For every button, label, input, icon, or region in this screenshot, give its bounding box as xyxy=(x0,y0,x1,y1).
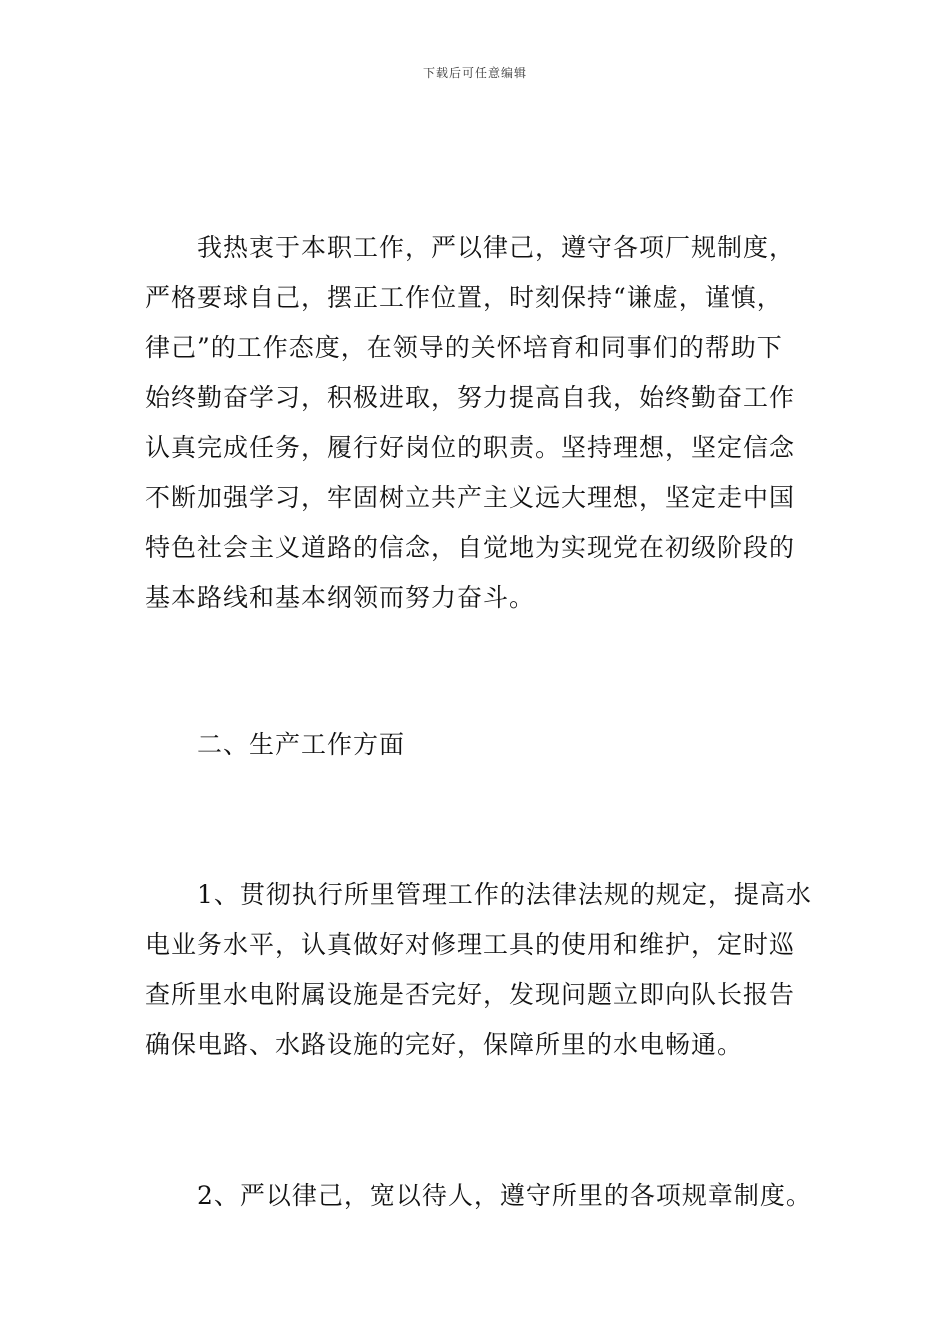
paragraph-line: 律己”的工作态度，在领导的关怀培育和同事们的帮助下 xyxy=(145,333,783,362)
item-line: 1、贯彻执行所里管理工作的法律法规的规定，提高水 xyxy=(145,880,812,909)
paragraph-line: 认真完成任务，履行好岗位的职责。坚持理想，坚定信念 xyxy=(145,433,796,462)
paragraph-line: 不断加强学习，牢固树立共产主义远大理想，坚定走中国 xyxy=(145,483,796,512)
header-note: 下载后可任意编辑 xyxy=(422,66,527,80)
item-line: 电业务水平，认真做好对修理工具的使用和维护，定时巡 xyxy=(145,930,796,959)
item-line: 查所里水电附属设施是否完好，发现问题立即向队长报告 xyxy=(145,980,796,1009)
item-line: 确保电路、水路设施的完好，保障所里的水电畅通。 xyxy=(145,1030,744,1059)
paragraph-line: 基本路线和基本纲领而努力奋斗。 xyxy=(145,583,536,612)
item-line: 2、严以律己，宽以待人，遵守所里的各项规章制度。 xyxy=(145,1181,812,1210)
section-heading: 二、生产工作方面 xyxy=(145,730,406,759)
paragraph-line: 我热衷于本职工作，严以律己，遵守各项厂规制度， xyxy=(145,233,796,262)
paragraph-line: 严格要球自己，摆正工作位置，时刻保持“谦虚，谨慎， xyxy=(145,283,783,312)
paragraph-line: 始终勤奋学习，积极进取，努力提高自我，始终勤奋工作 xyxy=(145,383,796,412)
paragraph-line: 特色社会主义道路的信念，自觉地为实现党在初级阶段的 xyxy=(145,533,796,562)
